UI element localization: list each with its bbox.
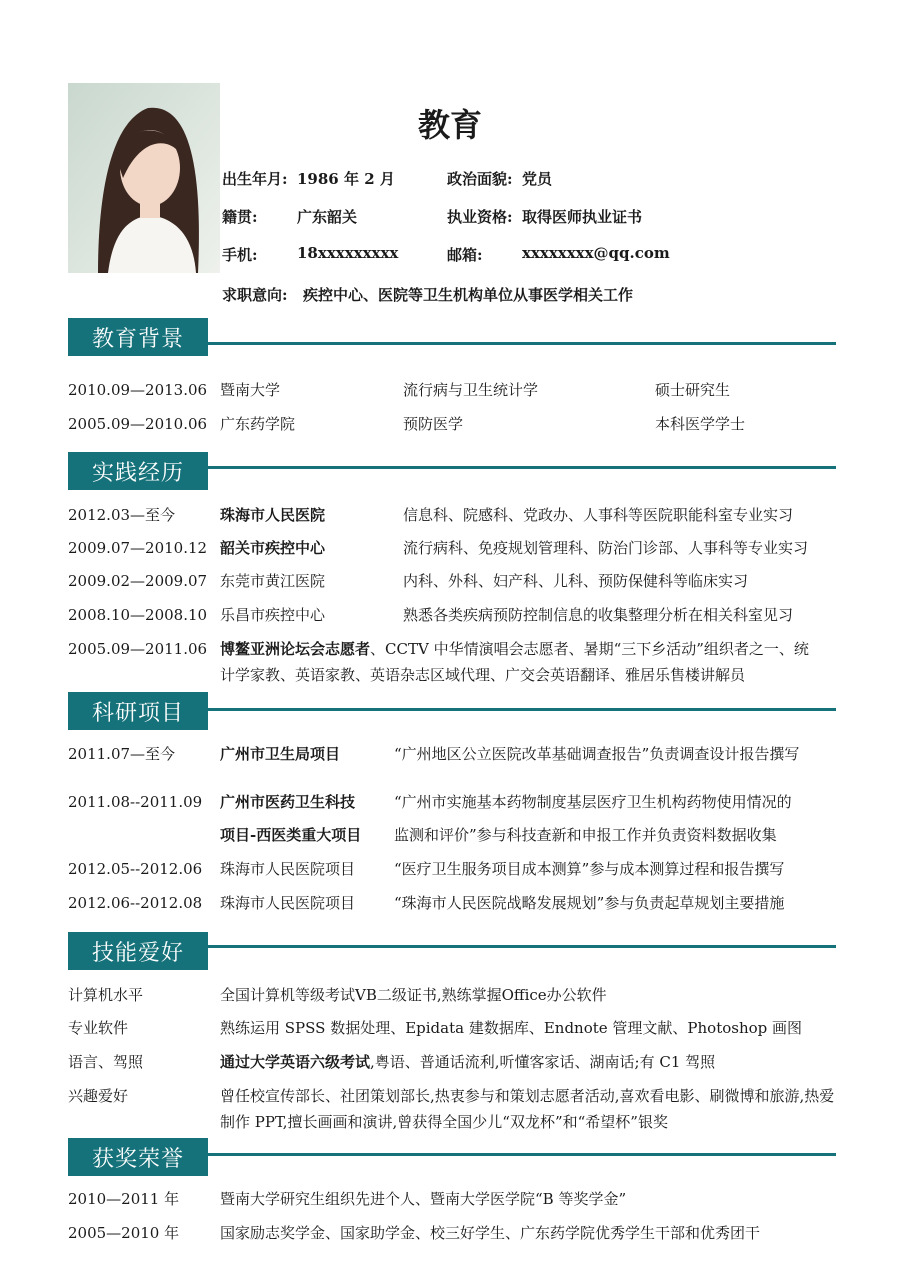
section-divider	[208, 1153, 836, 1156]
section-awards-header: 获奖荣誉	[68, 1138, 208, 1176]
research-project: 项目-西医类重大项目	[220, 826, 362, 844]
practice-bold: 博鳌亚洲论坛会志愿者	[220, 640, 371, 658]
award-desc: 国家励志奖学金、国家助学金、校三好学生、广东药学院优秀学生干部和优秀团干	[220, 1224, 761, 1242]
phone-label: 手机:	[222, 246, 258, 264]
practice-desc-line1	[220, 636, 809, 662]
email-value: xxxxxxxx@qq.com	[522, 244, 670, 262]
research-desc: “广州地区公立医院改革基础调查报告”负责调查设计报告撰写	[394, 745, 800, 763]
intent-label: 求职意向:	[222, 286, 288, 304]
page-title: 教育	[417, 106, 482, 144]
research-date: 2012.06--2012.08	[68, 894, 203, 912]
origin-label: 籍贯:	[222, 208, 258, 226]
section-practice-header: 实践经历	[68, 452, 208, 490]
research-desc: “珠海市人民医院战略发展规划”参与负责起草规划主要措施	[394, 894, 785, 912]
section-divider	[208, 466, 836, 469]
practice-org: 乐昌市疾控中心	[220, 606, 326, 624]
practice-desc: 熟悉各类疾病预防控制信息的收集整理分析在相关科室见习	[403, 606, 794, 624]
section-research-header: 科研项目	[68, 692, 208, 730]
skill-bold: 通过大学英语六级考试	[220, 1053, 371, 1071]
politics-label: 政治面貌:	[447, 170, 513, 188]
research-project: 珠海市人民医院项目	[220, 860, 356, 878]
practice-org: 东莞市黄江医院	[220, 572, 326, 590]
research-date: 2011.07—至今	[68, 745, 176, 763]
origin-value: 广东韶关	[297, 208, 358, 226]
email-label: 邮箱:	[447, 246, 483, 264]
section-divider	[208, 342, 836, 345]
research-project: 珠海市人民医院项目	[220, 894, 356, 912]
practice-org: 珠海市人民医院	[220, 506, 326, 524]
research-date: 2012.05--2012.06	[68, 860, 203, 878]
practice-date: 2009.07—2010.12	[68, 539, 208, 557]
edu-school: 暨南大学	[220, 381, 281, 399]
practice-date: 2012.03—至今	[68, 506, 176, 524]
section-divider	[208, 708, 836, 711]
practice-desc: 流行病科、免疫规划管理科、防治门诊部、人事科等专业实习	[403, 539, 809, 557]
birth-label: 出生年月:	[222, 170, 288, 188]
research-project: 广州市卫生局项目	[220, 745, 341, 763]
phone-value: 18xxxxxxxxx	[297, 244, 399, 262]
portrait-image	[68, 83, 220, 273]
practice-desc: 内科、外科、妇产科、儿科、预防保健科等临床实习	[403, 572, 749, 590]
practice-date: 2008.10—2008.10	[68, 606, 208, 624]
skill-desc-line	[220, 1049, 715, 1075]
profile-photo	[68, 83, 220, 273]
license-label: 执业资格:	[447, 208, 513, 226]
edu-date: 2005.09—2010.06	[68, 415, 208, 433]
edu-major: 流行病与卫生统计学	[403, 381, 539, 399]
award-date: 2005—2010 年	[68, 1224, 180, 1242]
research-desc: “广州市实施基本药物制度基层医疗卫生机构药物使用情况的	[394, 793, 792, 811]
skill-desc: 熟练运用 SPSS 数据处理、Epidata 建数据库、Endnote 管理文献、Photoshop 画图	[220, 1019, 803, 1037]
skill-desc: 曾任校宣传部长、社团策划部长,热衷参与和策划志愿者活动,喜欢看电影、刷微博和旅游,热爱制作 PPT,擅长画画和演讲,曾获得全国少儿“双龙杯”和“希望杯”银奖	[220, 1087, 835, 1131]
section-education-header: 教育背景	[68, 318, 208, 356]
skill-label: 计算机水平	[68, 986, 144, 1004]
research-desc: 监测和评价”参与科技查新和申报工作并负责资料数据收集	[394, 826, 777, 844]
section-skills-header: 技能爱好	[68, 932, 208, 970]
section-divider	[208, 945, 836, 948]
politics-value: 党员	[522, 170, 553, 188]
practice-date: 2005.09—2011.06	[68, 640, 208, 658]
skill-label: 语言、驾照	[68, 1053, 144, 1071]
research-desc: “医疗卫生服务项目成本测算”参与成本测算过程和报告撰写	[394, 860, 785, 878]
skill-desc: ,粤语、普通话流利,听懂客家话、湖南话;有 C1 驾照	[370, 1053, 716, 1071]
edu-date: 2010.09—2013.06	[68, 381, 208, 399]
birth-value: 1986 年 2 月	[297, 170, 395, 188]
skill-desc: 全国计算机等级考试VB二级证书,熟练掌握Office办公软件	[220, 986, 607, 1004]
license-value: 取得医师执业证书	[522, 208, 643, 226]
research-date: 2011.08--2011.09	[68, 793, 203, 811]
practice-org: 韶关市疾控中心	[220, 539, 326, 557]
practice-desc: 信息科、院感科、党政办、人事科等医院职能科室专业实习	[403, 506, 794, 524]
practice-desc: 、CCTV 中华情演唱会志愿者、暑期“三下乡活动”组织者之一、统	[370, 640, 809, 658]
practice-date: 2009.02—2009.07	[68, 572, 208, 590]
award-date: 2010—2011 年	[68, 1190, 180, 1208]
edu-degree: 本科医学学士	[655, 415, 746, 433]
award-desc: 暨南大学研究生组织先进个人、暨南大学医学院“B 等奖学金”	[220, 1190, 627, 1208]
practice-desc-line2: 计学家教、英语家教、英语杂志区域代理、广交会英语翻译、雅居乐售楼讲解员	[220, 666, 746, 684]
research-project: 广州市医药卫生科技	[220, 793, 356, 811]
skill-label: 专业软件	[68, 1019, 129, 1037]
edu-school: 广东药学院	[220, 415, 296, 433]
skill-label: 兴趣爱好	[68, 1087, 129, 1105]
intent-value: 疾控中心、医院等卫生机构单位从事医学相关工作	[303, 286, 634, 304]
edu-degree: 硕士研究生	[655, 381, 731, 399]
edu-major: 预防医学	[403, 415, 464, 433]
